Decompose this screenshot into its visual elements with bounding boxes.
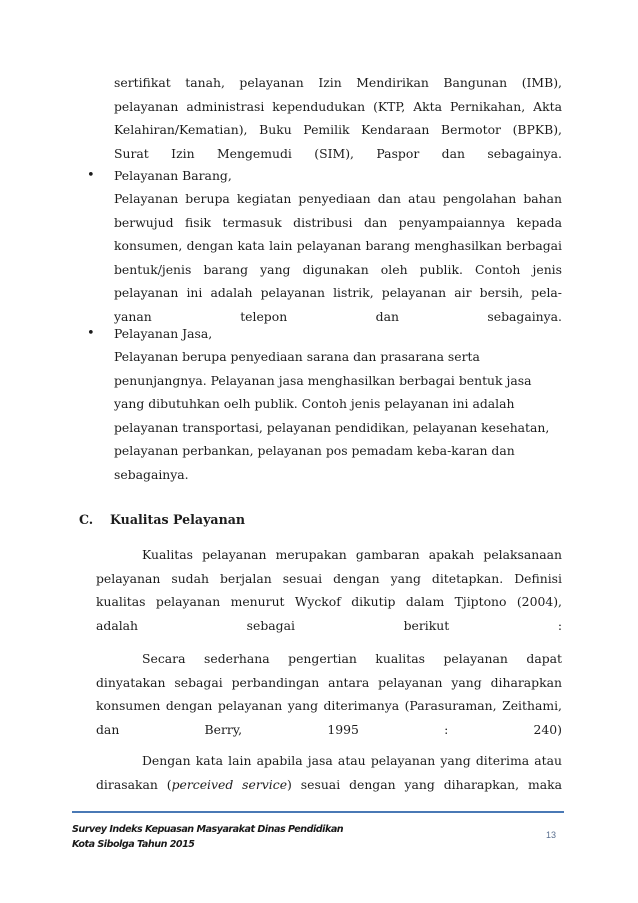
section-number: C. (79, 512, 94, 527)
text-line: yang dibutuhkan oelh publik. Contoh jenis pelayanan ini adalah (114, 396, 515, 412)
text-run: Dengan kata lain apabila jasa atau pelayanan yang diterima atau dirasakan ( (96, 753, 562, 792)
bullet-icon: • (87, 326, 95, 341)
bullet-icon: • (87, 168, 95, 183)
bullet-title-barang: Pelayanan Barang, (114, 168, 232, 183)
text-run: ) sesuai dengan yang diharapkan, maka (287, 776, 562, 792)
text-line: sebagainya. (114, 466, 189, 482)
text-line: pelayanan perbankan, pelayanan pos pemadam keba-karan dan (114, 443, 515, 459)
section-title: Kualitas Pelayanan (110, 512, 246, 527)
bullet-title-jasa: Pelayanan Jasa, (114, 326, 213, 341)
section-heading (79, 508, 245, 532)
paragraph-quote: Secara sederhana pengertian kualitas pelayanan dapat dinyatakan sebagai perbandingan antara pelayanan yang diharapkan konsumen dengan pelayanan yang diterimanya (Parasuraman, Zeithami, dan Berry, 1995 : 240) (96, 651, 562, 737)
italic-term: perceived service (171, 776, 288, 792)
paragraph-perceived-service (96, 749, 562, 796)
footer-line-2: Kota Sibolga Tahun 2015 (72, 839, 195, 850)
text-line: Pelayanan berupa penyediaan sarana dan prasarana serta (114, 349, 480, 364)
footer-divider (72, 811, 564, 813)
text-line: pelayanan transportasi, pelayanan pendidikan, pelayanan kesehatan, (114, 419, 550, 435)
bullet-body-jasa (114, 345, 574, 487)
page-number: 13 (546, 830, 557, 840)
text-line: penunjangnya. Pelayanan jasa menghasilkan berbagai bentuk jasa (114, 372, 532, 388)
footer-title (72, 822, 343, 852)
paragraph-definition: Kualitas pelayanan merupakan gambaran apakah pelaksanaan pelayanan sudah berjalan sesuai dengan yang ditetapkan. Definisi kualitas pelayanan menurut Wyckof dikutip dalam Tjiptono (2004), adalah sebagai berikut : (96, 547, 562, 633)
bullet-body-barang: Pelayanan berupa kegiatan penyediaan dan atau pengolahan bahan berwujud fisik termasuk distribusi dan penyampaiannya kepada konsumen, dengan kata lain pelayanan barang menghasilkan berbagai bentuk/jenis barang yang digunakan oleh publik. Contoh jenis pelayanan ini adalah pelayanan listrik, pelayanan air bersih, pela-yanan telepon dan sebagainya. (114, 191, 562, 324)
footer-line-1: Survey Indeks Kepuasan Masyarakat Dinas Pendidikan (72, 824, 344, 835)
continued-paragraph: sertifikat tanah, pelayanan Izin Mendirikan Bangunan (IMB), pelayanan administrasi kependudukan (KTP, Akta Pernikahan, Akta Kelahiran/Kematian), Buku Pemilik Kendaraan Bermotor (BPKB), Surat Izin Mengemudi (SIM), Paspor dan sebagainya. (114, 75, 562, 161)
